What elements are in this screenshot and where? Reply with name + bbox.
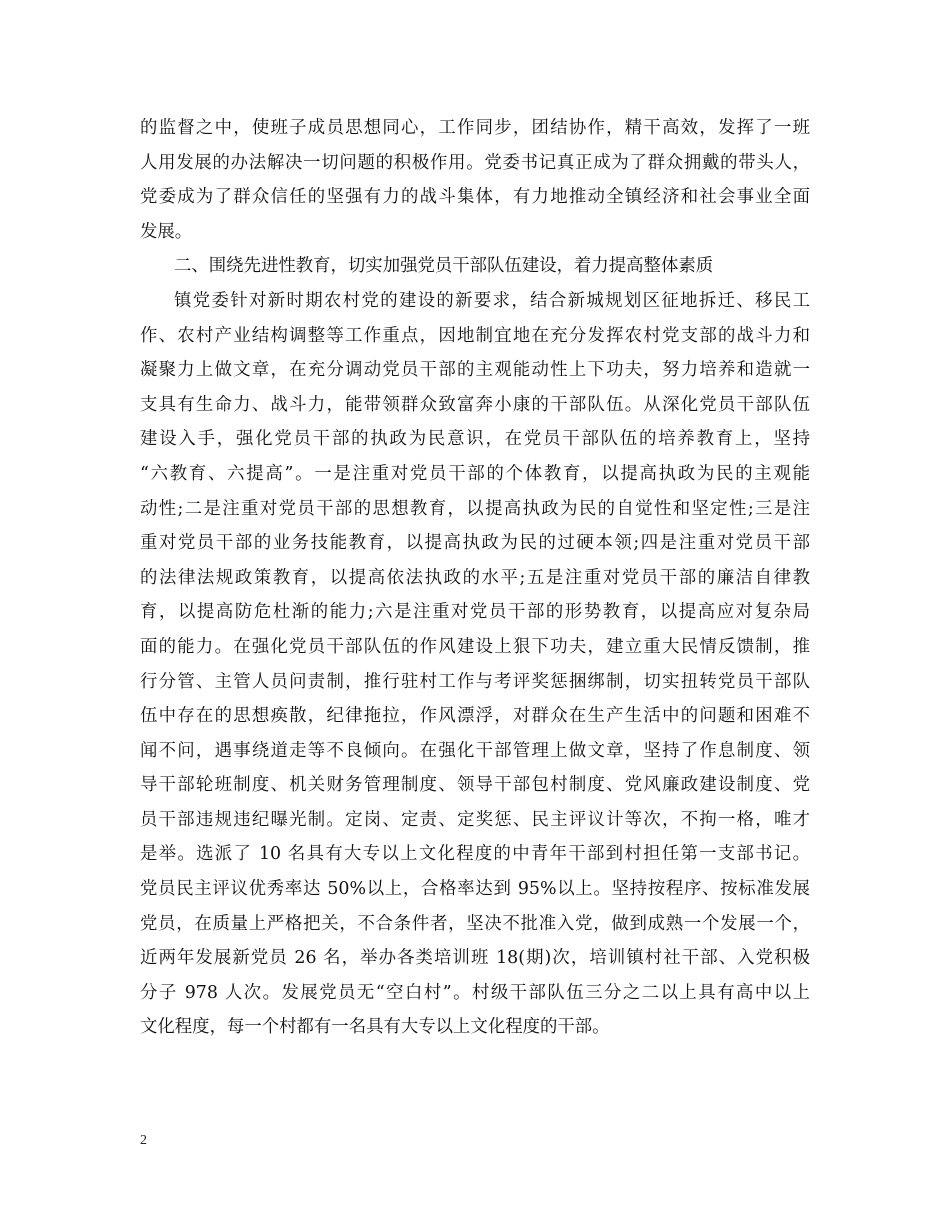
text-line: 动性;二是注重对党员干部的思想教育，以提高执政为民的自觉性和坚定性;三是注 xyxy=(140,498,810,519)
page-number: 2 xyxy=(140,1133,147,1148)
section-heading: 二、围绕先进性教育，切实加强党员干部队伍建设，着力提高整体素质 xyxy=(174,256,714,277)
text-line: 的监督之中，使班子成员思想同心，工作同步，团结协作，精干高效，发挥了一班 xyxy=(140,118,810,138)
text-line: 党员民主评议优秀率达 50%以上，合格率达到 95%以上。坚持按程序、按标准发展 xyxy=(140,879,810,900)
text-line: 是举。选派了 10 名具有大专以上文化程度的中青年干部到村担任第一支部书记。 xyxy=(140,844,810,865)
text-line: 镇党委针对新时期农村党的建设的新要求，结合新城规划区征地拆迁、移民工 xyxy=(174,290,810,311)
text-line: 分子 978 人次。发展党员无“空白村”。村级干部队伍三分之二以上具有高中以上 xyxy=(140,982,810,1003)
text-line: “六教育、六提高”。一是注重对党员干部的个体教育，以提高执政为民的主观能 xyxy=(140,463,810,484)
text-line: 行分管、主管人员问责制，推行驻村工作与考评奖惩捆绑制，切实扭转党员干部队 xyxy=(140,671,810,692)
document-body xyxy=(140,111,810,1045)
text-line: 育，以提高防危杜渐的能力;六是注重对党员干部的形势教育，以提高应对复杂局 xyxy=(140,602,810,623)
text-line: 重对党员干部的业务技能教育，以提高执政为民的过硬本领;四是注重对党员干部 xyxy=(140,533,810,554)
text-line: 伍中存在的思想痪散，纪律拖拉，作风漂浮，对群众在生产生活中的问题和困难不 xyxy=(140,706,810,727)
text-line: 近两年发展新党员 26 名，举办各类培训班 18(期)次，培训镇村社干部、入党积极 xyxy=(140,948,810,969)
text-line: 导干部轮班制度、机关财务管理制度、领导干部包村制度、党风廉政建设制度、党 xyxy=(140,775,810,796)
text-line: 员干部违规违纪曝光制。定岗、定责、定奖惩、民主评议计等次，不拘一格，唯才 xyxy=(140,809,810,830)
text-line: 凝聚力上做文章，在充分调动党员干部的主观能动性上下功夫，努力培养和造就一 xyxy=(140,360,810,381)
text-line: 的法律法规政策教育，以提高依法执政的水平;五是注重对党员干部的廉洁自律教 xyxy=(140,567,810,588)
text-line: 文化程度，每一个村都有一名具有大专以上文化程度的干部。 xyxy=(140,1017,610,1038)
text-line: 人用发展的办法解决一切问题的积极作用。党委书记真正成为了群众拥戴的带头人， xyxy=(140,152,810,173)
text-line: 闻不问，遇事绕道走等不良倾向。在强化干部管理上做文章，坚持了作息制度、领 xyxy=(140,740,810,761)
text-line: 作、农村产业结构调整等工作重点，因地制宜地在充分发挥农村党支部的战斗力和 xyxy=(140,325,810,346)
text-line: 支具有生命力、战斗力，能带领群众致富奔小康的干部队伍。从深化党员干部队伍 xyxy=(140,394,810,415)
text-line: 党员，在质量上严格把关，不合条件者，坚决不批准入党，做到成熟一个发展一个， xyxy=(140,913,810,934)
text-line: 发展。 xyxy=(140,221,193,242)
text-line: 面的能力。在强化党员干部队伍的作风建设上狠下功夫，建立重大民情反馈制，推 xyxy=(140,636,810,657)
text-line: 党委成为了群众信任的坚强有力的战斗集体，有力地推动全镇经济和社会事业全面 xyxy=(140,187,810,208)
text-line: 建设入手，强化党员干部的执政为民意识，在党员干部队伍的培养教育上，坚持 xyxy=(140,429,810,450)
